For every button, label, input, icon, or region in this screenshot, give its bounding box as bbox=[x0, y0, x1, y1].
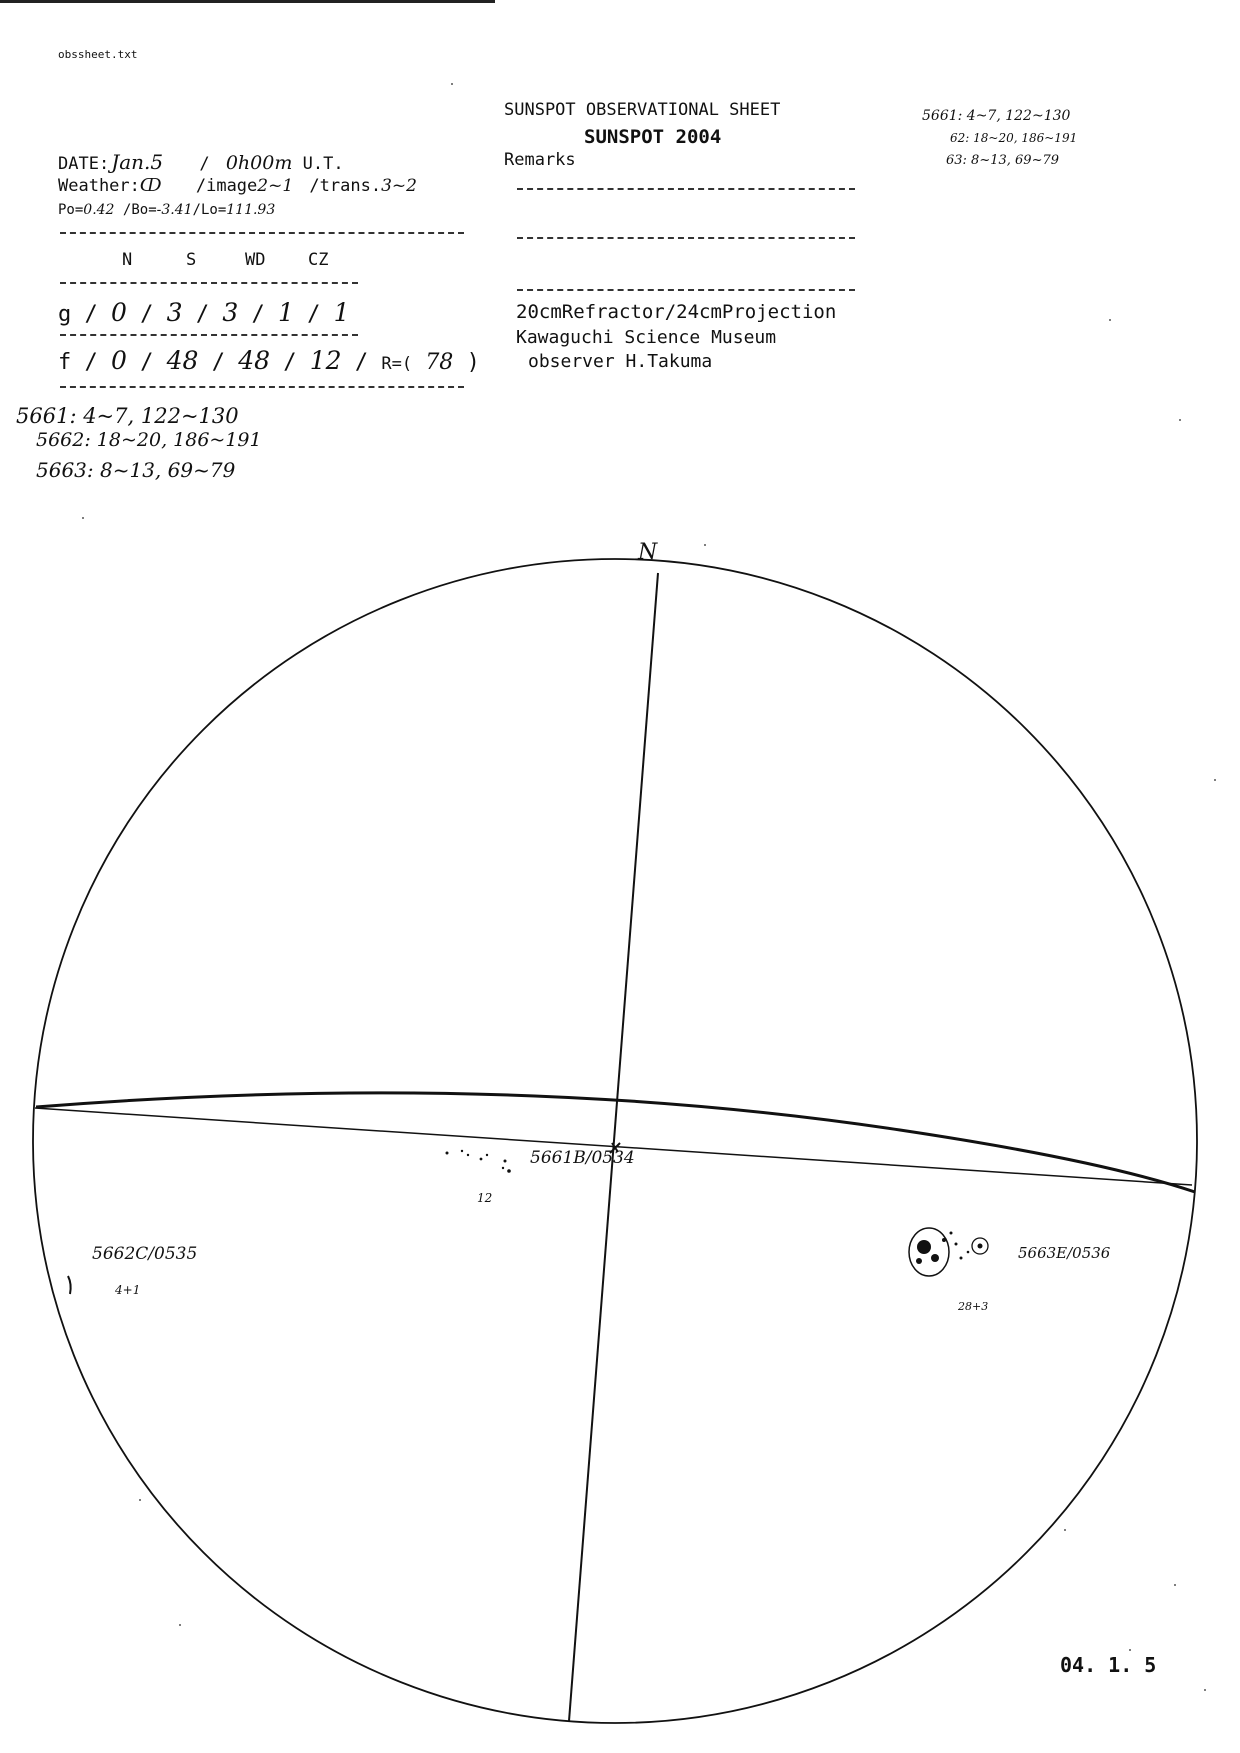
group-5663e-count: 28+3 bbox=[958, 1300, 989, 1313]
scan-noise bbox=[82, 83, 1216, 1691]
footer-date: 04. 1. 5 bbox=[1060, 1653, 1157, 1677]
r-value: 78 bbox=[425, 350, 454, 375]
sheet-title: SUNSPOT OBSERVATIONAL SHEET bbox=[504, 100, 781, 120]
f-row-cz: 12 bbox=[309, 346, 342, 375]
trans-label: /trans. bbox=[309, 176, 382, 196]
note-right-5662: 62: 18~20, 186~191 bbox=[950, 131, 1078, 145]
observer-label: observer H.Takuma bbox=[528, 351, 713, 372]
weather-label: Weather: bbox=[58, 176, 140, 196]
g-row-wd: 3 bbox=[222, 298, 239, 327]
l0-label: /Lo= bbox=[192, 202, 227, 218]
spot-group-5661b bbox=[446, 1150, 511, 1173]
weather-value: ↀ bbox=[139, 175, 162, 196]
spot-group-5663e bbox=[909, 1228, 988, 1276]
f-row-wd: 48 bbox=[238, 346, 271, 375]
group-5662c-label: 5662C/0535 bbox=[92, 1244, 198, 1264]
g-row-s: 3 bbox=[166, 298, 183, 327]
note-left-5661: 5661: 4~7, 122~130 bbox=[16, 404, 239, 428]
f-row-n: 0 bbox=[111, 346, 127, 375]
g-row-n: 0 bbox=[111, 298, 127, 327]
b0-value: -3.41 bbox=[156, 202, 193, 218]
note-left-5663: 5663: 8~13, 69~79 bbox=[36, 458, 236, 482]
instrument-label: 20cmRefractor/24cmProjection bbox=[516, 301, 837, 323]
l0-value: 111.93 bbox=[226, 202, 276, 218]
spot-group-5662c bbox=[68, 1276, 71, 1294]
g-row-cz: 1 bbox=[277, 298, 294, 327]
f-row-s: 48 bbox=[166, 346, 199, 375]
b0-label: /Bo= bbox=[122, 202, 157, 218]
g-row-extra: 1 bbox=[333, 298, 350, 327]
file-label: obssheet.txt bbox=[58, 48, 138, 61]
time-unit: U.T. bbox=[302, 154, 344, 174]
group-5662c-count: 4+1 bbox=[115, 1283, 141, 1297]
time-value: 0h00m bbox=[225, 152, 293, 174]
r-label: R=( bbox=[381, 354, 413, 374]
count-header-wd: WD bbox=[245, 250, 266, 270]
remarks-label: Remarks bbox=[504, 150, 576, 170]
p0-value: 0.42 bbox=[83, 202, 115, 218]
note-left-5662: 5662: 18~20, 186~191 bbox=[36, 429, 262, 451]
time-separator: / bbox=[199, 154, 210, 174]
solar-disk bbox=[33, 559, 1197, 1723]
r-close: ) bbox=[466, 350, 480, 375]
g-row-label: g bbox=[58, 302, 72, 327]
group-5661b-label: 5661B/0534 bbox=[530, 1148, 635, 1168]
note-right-5661: 5661: 4~7, 122~130 bbox=[922, 108, 1071, 124]
date-label: DATE: bbox=[58, 154, 110, 174]
group-5663e-label: 5663E/0536 bbox=[1018, 1244, 1111, 1262]
solar-equator-curve bbox=[36, 1093, 1195, 1192]
trans-value: 3~2 bbox=[381, 176, 417, 196]
count-header-s: S bbox=[186, 250, 197, 270]
p0-label: Po= bbox=[58, 202, 84, 218]
institution-label: Kawaguchi Science Museum bbox=[516, 327, 777, 348]
north-marker: N bbox=[638, 540, 658, 565]
count-header-cz: CZ bbox=[308, 250, 329, 270]
group-5661b-count: 12 bbox=[477, 1191, 493, 1205]
image-value: 2~1 bbox=[257, 176, 294, 196]
date-value: Jan.5 bbox=[111, 150, 164, 174]
f-row-label: f bbox=[58, 350, 72, 375]
count-header-n: N bbox=[122, 250, 133, 270]
g-row: g / 0 / 3 / 3 / 1 / 1 bbox=[58, 298, 350, 327]
f-row: f / 0 / 48 / 48 / 12 / R=( 78 ) bbox=[58, 346, 480, 375]
sheet-stamp: SUNSPOT 2004 bbox=[584, 126, 722, 148]
image-label: /image bbox=[195, 176, 258, 196]
note-right-5663: 63: 8~13, 69~79 bbox=[946, 153, 1060, 168]
